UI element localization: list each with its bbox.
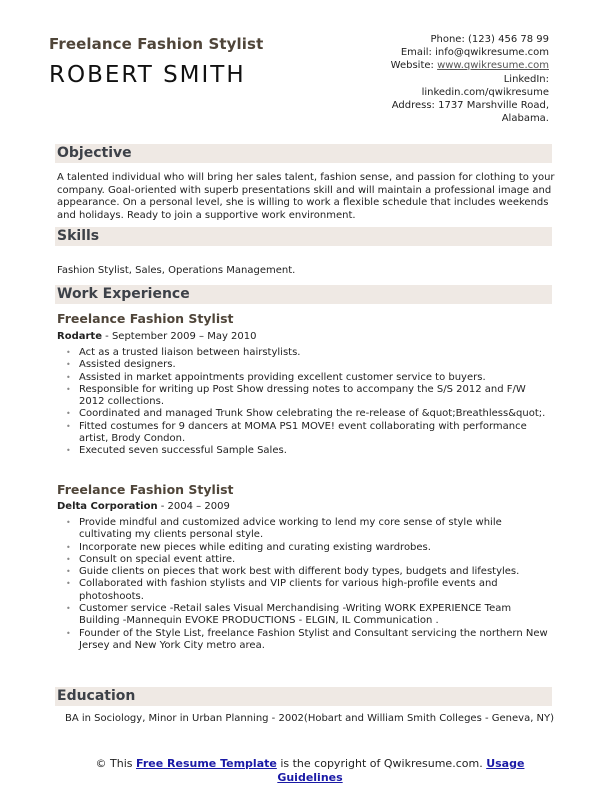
candidate-name: ROBERT SMITH	[49, 62, 246, 88]
phone-label: Phone:	[430, 34, 465, 45]
list-item: • Consult on special event attire.	[79, 554, 552, 566]
company-name: Rodarte	[57, 331, 102, 342]
list-item: • Collaborated with fashion stylists and VIP clients for various high-profile events and photoshoots.	[79, 578, 552, 603]
list-item: • Assisted in market appointments providing excellent customer service to buyers.	[79, 372, 552, 384]
contact-phone	[329, 33, 549, 46]
list-item: • Act as a trusted liaison between hairstylists.	[79, 347, 552, 359]
list-item: • Guide clients on pieces that work best with different body types, budgets and lifestyles.	[79, 566, 552, 578]
section-heading-work-experience: Work Experience	[55, 285, 552, 304]
header-job-title: Freelance Fashion Stylist	[49, 35, 264, 53]
job-title: Freelance Fashion Stylist	[57, 482, 234, 497]
list-item: • Executed seven successful Sample Sales.	[79, 445, 552, 457]
footer-middle: is the copyright of Qwikresume.com.	[276, 757, 487, 770]
section-heading-education: Education	[55, 687, 552, 706]
company-line	[57, 331, 257, 342]
section-heading-objective: Objective	[55, 144, 552, 163]
address-line1: 1737 Marshville Road,	[438, 100, 549, 112]
section-heading-skills: Skills	[55, 227, 552, 246]
copyright-footer	[80, 757, 540, 785]
list-item: • Founder of the Style List, freelance Fashion Stylist and Consultant servicing the northern New Jersey and New York City metro area.	[79, 628, 552, 653]
list-item: • Incorporate new pieces while editing and curating existing wardrobes.	[79, 542, 552, 554]
job-title: Freelance Fashion Stylist	[57, 311, 234, 326]
usage-guidelines-link[interactable]: Usage Guidelines	[277, 757, 525, 784]
job-bullets	[57, 347, 552, 458]
job-bullets	[57, 517, 552, 652]
contact-linkedin-label: LinkedIn:	[503, 73, 549, 85]
email-label: Email:	[400, 47, 432, 59]
phone-value: (123) 456 78 99	[468, 34, 549, 45]
list-item: • Assisted designers.	[79, 359, 552, 371]
list-item: • Coordinated and managed Trunk Show celebrating the re-release of &quot;Breathless&quot;.	[79, 408, 552, 420]
address-label: Address:	[391, 100, 435, 112]
list-item: • Responsible for writing up Post Show dressing notes to accompany the S/S 2012 and F/W 2012 collections.	[79, 384, 552, 409]
company-line	[57, 501, 230, 512]
education-entry: BA in Sociology, Minor in Urban Planning - 2002(Hobart and William Smith Colleges - Geneva, NY)	[65, 713, 555, 724]
contact-website	[329, 59, 549, 72]
objective-text: A talented individual who will bring her sales talent, fashion sense, and passion for clothing to your company. Goal-oriented with superb presentations skill and will maintain a professional image and appearance. On a personal level, she is willing to work a flexible schedule that includes weekends and holidays. Ready to join a supportive work environment.	[57, 172, 555, 221]
job-dates: - 2004 – 2009	[157, 501, 230, 512]
skills-text: Fashion Stylist, Sales, Operations Management.	[57, 265, 296, 276]
contact-linkedin-value: linkedin.com/qwikresume	[421, 86, 549, 98]
website-label: Website:	[390, 60, 434, 72]
contact-address	[329, 99, 549, 112]
website-link[interactable]: www.qwikresume.com	[437, 60, 549, 72]
company-name: Delta Corporation	[57, 501, 158, 512]
contact-address-line2: Alabama.	[501, 113, 549, 125]
contact-block	[329, 33, 549, 125]
job-dates: - September 2009 – May 2010	[101, 331, 257, 342]
free-resume-template-link[interactable]: Free Resume Template	[136, 757, 277, 770]
contact-email	[329, 46, 549, 59]
list-item: • Customer service -Retail sales Visual Merchandising -Writing WORK EXPERIENCE Team Building -Mannequin EVOKE PRODUCTIONS - ELGIN, IL Communication .	[79, 603, 552, 628]
footer-prefix: © This	[95, 757, 137, 770]
list-item: • Provide mindful and customized advice working to lend my core sense of style while cultivating my clients personal style.	[79, 517, 552, 542]
list-item: • Fitted costumes for 9 dancers at MOMA PS1 MOVE! event collaborating with performance artist, Brody Condon.	[79, 421, 552, 446]
email-value: info@qwikresume.com	[435, 47, 549, 59]
